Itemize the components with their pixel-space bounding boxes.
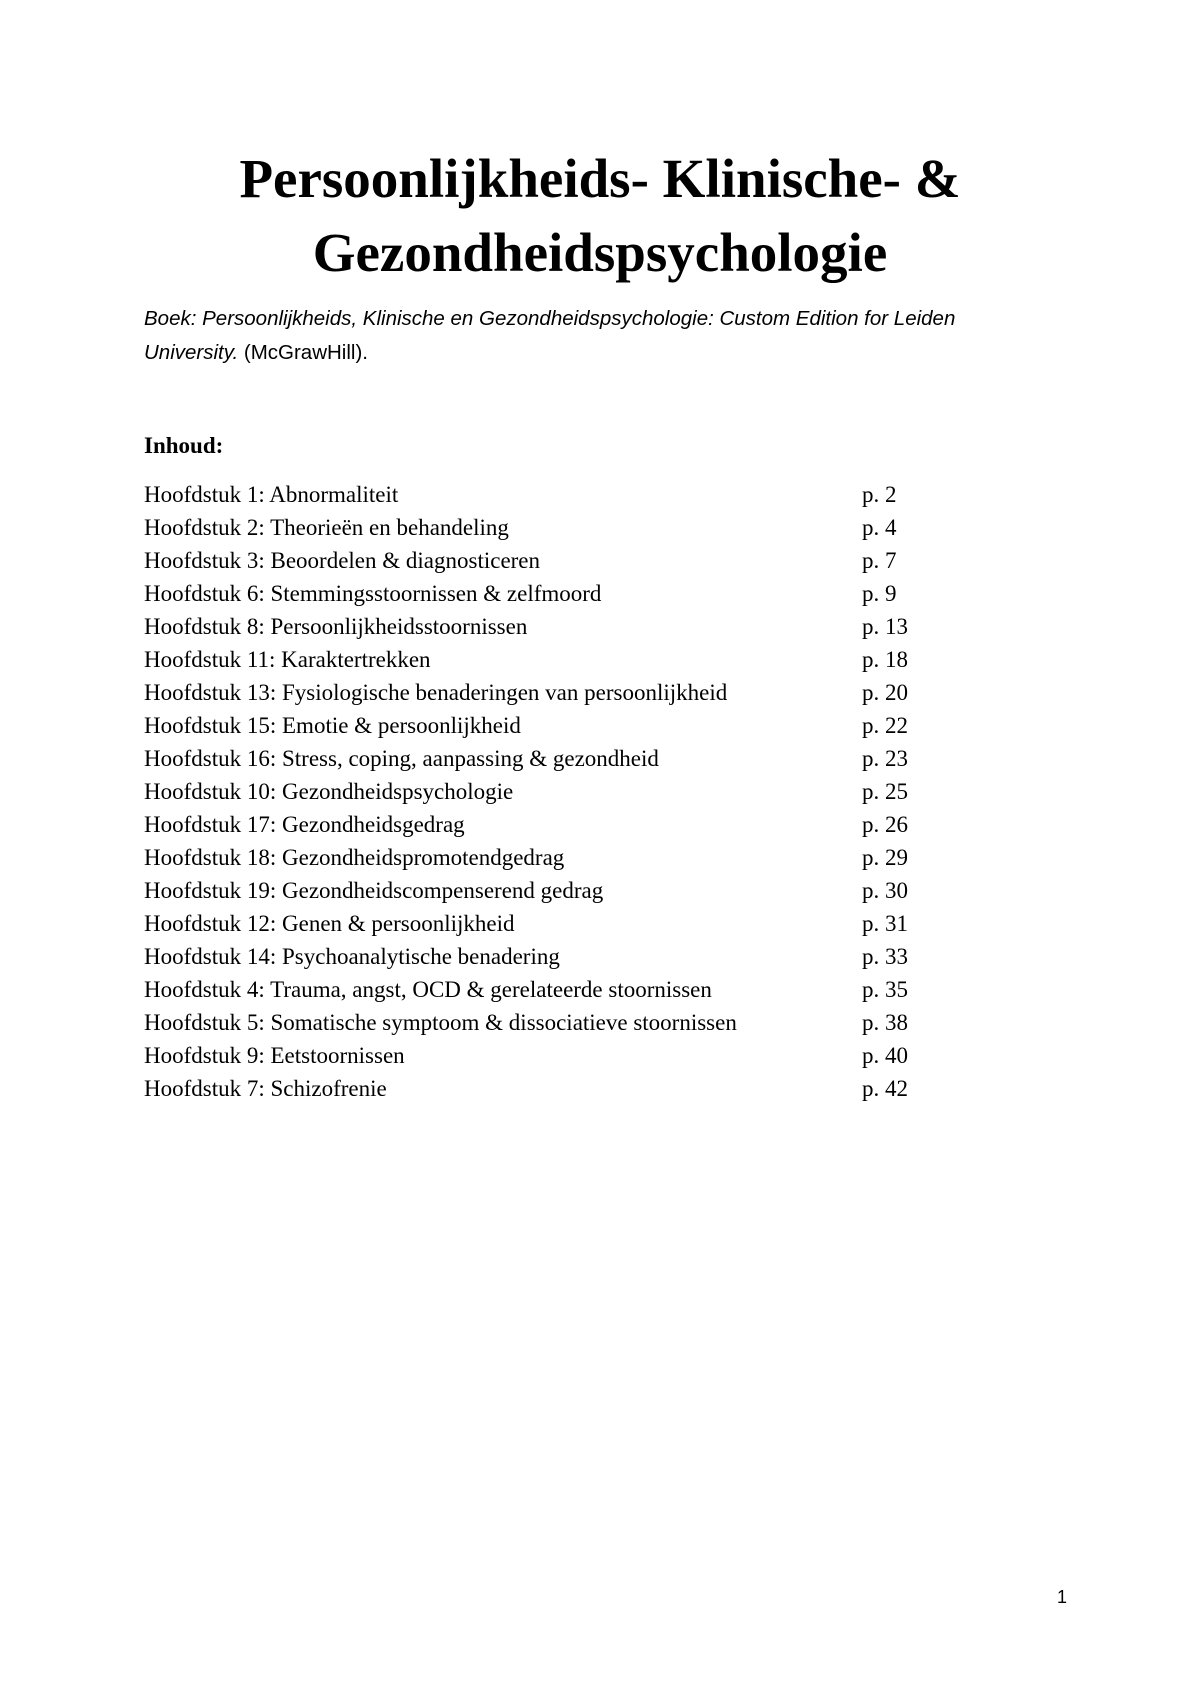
title-line-2: Gezondheidspsychologie [312,222,888,283]
toc-entry [144,808,924,841]
toc-entry [144,709,924,742]
toc-entry [144,940,924,973]
toc-chapter-title: Hoofdstuk 6: Stemmingsstoornissen & zelfmoord [144,581,602,606]
toc-entry [144,676,924,709]
toc-entry [144,1039,924,1072]
toc-chapter-title: Hoofdstuk 5: Somatische symptoom & dissociatieve stoornissen [144,1010,737,1035]
toc-entry [144,907,924,940]
toc-entry [144,511,924,544]
toc-page-number: p. 25 [862,779,908,804]
toc-chapter-title: Hoofdstuk 7: Schizofrenie [144,1076,387,1101]
page-number: 1 [1056,1587,1067,1607]
toc-entry [144,478,924,511]
toc-chapter-title: Hoofdstuk 3: Beoordelen & diagnosticeren [144,548,541,573]
toc-chapter-title: Hoofdstuk 8: Persoonlijkheidsstoornissen [144,614,528,639]
toc-page-number: p. 31 [862,911,908,936]
toc-chapter-title: Hoofdstuk 13: Fysiologische benaderingen van persoonlijkheid [144,680,728,705]
toc-page-number: p. 38 [862,1010,908,1035]
toc-page-number: p. 18 [862,647,908,672]
toc-page-number: p. 40 [862,1043,908,1068]
toc-page-number: p. 23 [862,746,908,771]
toc-page-number: p. 42 [862,1076,908,1101]
toc-heading: Inhoud: [144,433,224,458]
toc-page-number: p. 20 [862,680,908,705]
toc-chapter-title: Hoofdstuk 16: Stress, coping, aanpassing & gezondheid [144,746,659,771]
toc-page-number: p. 35 [862,977,908,1002]
book-title: Boek: Persoonlijkheids, Klinische en Gezondheidspsychologie: Custom Edition for Leiden University. [144,307,956,364]
toc-chapter-title: Hoofdstuk 14: Psychoanalytische benadering [144,944,560,969]
toc-page-number: p. 4 [862,515,897,540]
toc-page-number: p. 26 [862,812,908,837]
book-publisher: (McGrawHill). [238,341,368,364]
toc-chapter-title: Hoofdstuk 1: Abnormaliteit [144,482,399,507]
toc-page-number: p. 29 [862,845,908,870]
toc-entry [144,1072,924,1105]
toc-chapter-title: Hoofdstuk 4: Trauma, angst, OCD & gerelateerde stoornissen [144,977,712,1002]
toc-entry [144,775,924,808]
toc-entry [144,742,924,775]
toc-chapter-title: Hoofdstuk 12: Genen & persoonlijkheid [144,911,515,936]
toc-chapter-title: Hoofdstuk 11: Karaktertrekken [144,647,431,672]
toc-chapter-title: Hoofdstuk 17: Gezondheidsgedrag [144,812,465,837]
toc-chapter-title: Hoofdstuk 15: Emotie & persoonlijkheid [144,713,521,738]
toc-entry [144,841,924,874]
toc-entry [144,643,924,676]
toc-entry [144,577,924,610]
toc-chapter-title: Hoofdstuk 18: Gezondheidspromotendgedrag [144,845,565,870]
document-title [0,142,1200,290]
toc-entry [144,973,924,1006]
toc-chapter-title: Hoofdstuk 2: Theorieën en behandeling [144,515,509,540]
toc-chapter-title: Hoofdstuk 19: Gezondheidscompenserend gedrag [144,878,604,903]
toc-page-number: p. 2 [862,482,897,507]
toc-entry [144,874,924,907]
toc-chapter-title: Hoofdstuk 10: Gezondheidspsychologie [144,779,514,804]
toc-page-number: p. 9 [862,581,897,606]
toc-entry [144,544,924,577]
toc-page-number: p. 7 [862,548,897,573]
book-reference [144,302,1044,370]
title-line-1: Persoonlijkheids- Klinische- & [239,148,961,209]
toc-page-number: p. 22 [862,713,908,738]
toc-entry [144,610,924,643]
toc-chapter-title: Hoofdstuk 9: Eetstoornissen [144,1043,405,1068]
toc-page-number: p. 30 [862,878,908,903]
toc-entry [144,1006,924,1039]
toc-page-number: p. 33 [862,944,908,969]
toc-page-number: p. 13 [862,614,908,639]
table-of-contents [144,478,924,1105]
